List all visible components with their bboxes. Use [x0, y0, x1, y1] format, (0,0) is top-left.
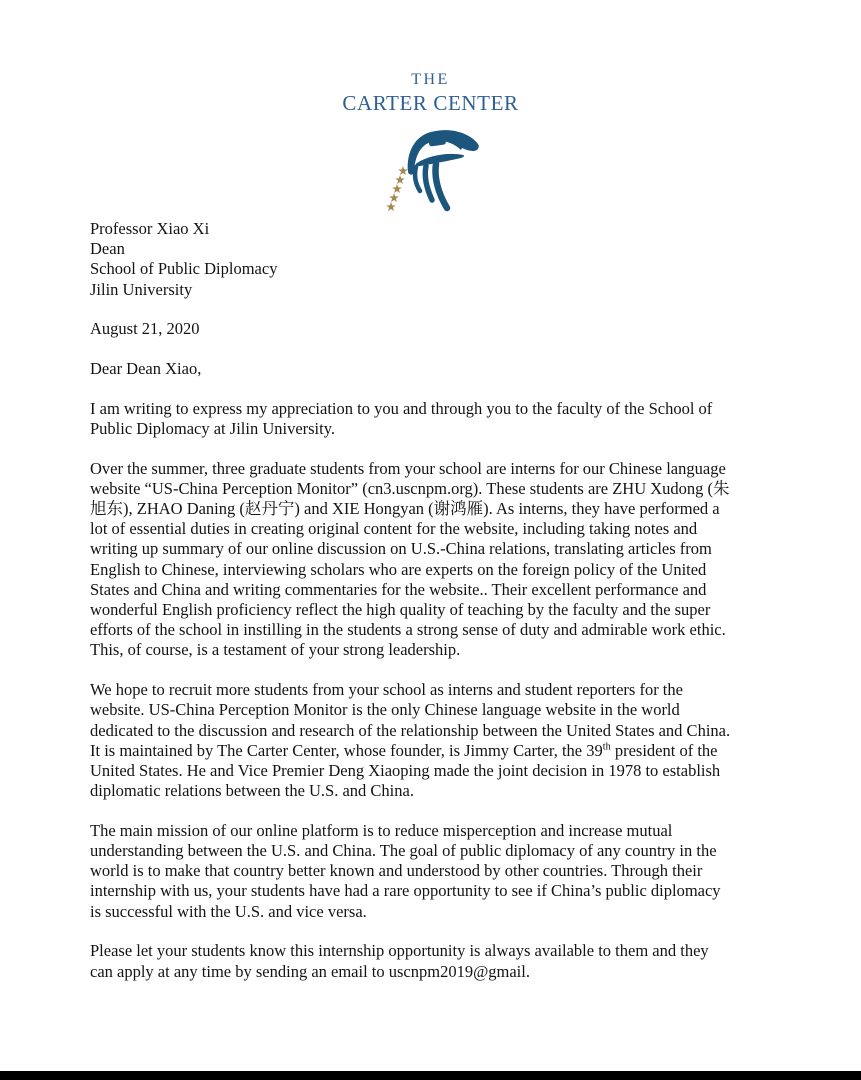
text-line: Professor Xiao Xi	[90, 219, 210, 238]
text-line: English to Chinese, interviewing scholars who are experts on the foreign policy of the United	[90, 559, 707, 579]
text-line: wonderful English proficiency reflect the high quality of teaching by the faculty and the super	[90, 600, 711, 620]
text-line: 旭东), ZHAO Daning (赵丹宁) and XIE Hongyan (谢鸿雁). As interns, they have performed a	[90, 499, 720, 519]
text-line: It is maintained by The Carter Center, whose founder, is Jimmy Carter, the 39th president of the	[90, 740, 718, 760]
letter-paragraph-apply	[90, 941, 790, 981]
text-line: world is to make that country better known and understood by other countries. Through their	[90, 861, 703, 881]
text-line: understanding between the U.S. and China. The goal of public diplomacy of any country in the	[90, 841, 717, 861]
text-line: website. US-China Perception Monitor is the only Chinese language website in the world	[90, 700, 680, 720]
letter-body	[90, 219, 790, 1001]
text-line: United States. He and Vice Premier Deng Xiaoping made the joint decision in 1978 to establish	[90, 760, 721, 780]
text-line: dedicated to the discussion and research of the relationship between the United States and China.	[90, 720, 731, 740]
text-line: Dean	[90, 239, 125, 259]
text-line: website “US-China Perception Monitor” (cn3.uscnpm.org). These students are ZHU Xudong (朱	[90, 478, 730, 498]
text-line: We hope to recruit more students from your school as interns and student reporters for the	[90, 680, 683, 700]
letter-paragraph-interns	[90, 459, 790, 661]
text-line: Over the summer, three graduate students from your school are interns for our Chinese language	[90, 458, 726, 478]
text-line: Please let your students know this internship opportunity is always available to them and they	[90, 941, 709, 961]
text-line: diplomatic relations between the U.S. and China.	[90, 781, 414, 801]
text-line: can apply at any time by sending an email to uscnpm2019@gmail.	[90, 961, 530, 981]
text-line: internship with us, your students have had a rare opportunity to see if China’s public diplomacy	[90, 881, 721, 901]
letter-paragraph-appreciation	[90, 399, 790, 439]
text-line: The main mission of our online platform is to reduce misperception and increase mutual	[90, 820, 673, 840]
logo-title-the: THE	[411, 71, 450, 88]
text-line: Public Diplomacy at Jilin University.	[90, 418, 336, 438]
salutation: Dear Dean Xiao,	[90, 359, 202, 379]
letter-paragraph-recruit	[90, 680, 790, 801]
text-line: I am writing to express my appreciation to you and through you to the faculty of the School of	[90, 398, 713, 418]
text-line: States and China and writing commentaries for the website.. Their excellent performance and	[90, 579, 707, 599]
letter-paragraph-mission	[90, 821, 790, 922]
gold-stars	[386, 166, 408, 211]
carter-center-logo	[0, 71, 861, 212]
bottom-bar	[0, 1071, 861, 1080]
eagle-stars-icon	[373, 122, 493, 212]
text-line: School of Public Diplomacy	[90, 259, 278, 279]
text-line: is successful with the U.S. and vice versa.	[90, 901, 367, 921]
text-line: This, of course, is a testament of your strong leadership.	[90, 640, 461, 660]
recipient-address	[90, 219, 790, 300]
text-line: lot of essential duties in creating original content for the website, including taking notes and	[90, 519, 698, 539]
text-line: writing up summary of our online discussion on U.S.-China relations, translating articles from	[90, 539, 712, 559]
text-line: Jilin University	[90, 279, 193, 299]
text-line: efforts of the school in instilling in the students a strong sense of duty and admirable work ethic.	[90, 620, 726, 640]
letter-date: August 21, 2020	[90, 319, 200, 339]
logo-title-carter-center: CARTER CENTER	[342, 91, 519, 115]
